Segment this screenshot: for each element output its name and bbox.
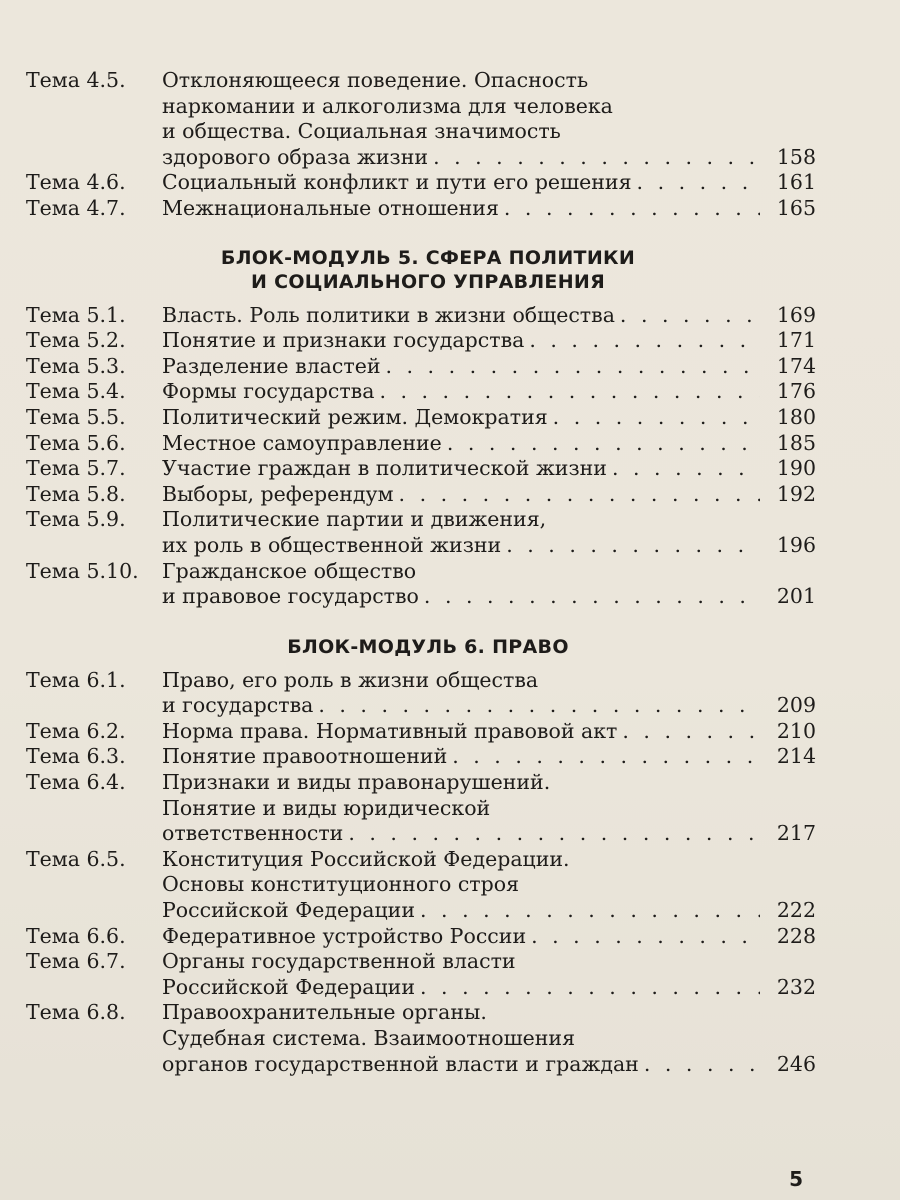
dot-leader xyxy=(639,1052,760,1078)
dot-leader xyxy=(428,145,760,171)
toc-entry xyxy=(26,770,816,847)
topic-number: Тема 4.7. xyxy=(26,195,126,220)
topic-page-number: 185 xyxy=(776,430,816,455)
topic-page-number: 158 xyxy=(776,144,816,169)
toc-entry xyxy=(26,949,816,1000)
toc-entry xyxy=(26,456,816,482)
topic-page-number: 228 xyxy=(776,923,816,948)
topic-page-number: 196 xyxy=(776,532,816,557)
toc-entry xyxy=(26,559,816,610)
dot-leader xyxy=(617,719,760,745)
topic-page-number: 217 xyxy=(776,821,816,846)
topic-page-number: 190 xyxy=(776,456,816,481)
topic-page-number: 214 xyxy=(776,744,816,769)
topic-title-last-line xyxy=(162,303,816,329)
topic-title-last-line xyxy=(162,170,816,196)
topic-title-line: органов государственной власти и граждан xyxy=(162,1051,639,1076)
topic-title-last-line xyxy=(162,328,816,354)
block-title-line: БЛОК-МОДУЛЬ 5. СФЕРА ПОЛИТИКИ xyxy=(220,246,636,269)
dot-leader xyxy=(632,170,760,196)
topic-title-last-line xyxy=(162,584,816,610)
topic-title-line: и государства xyxy=(162,693,314,718)
topic-title xyxy=(162,507,816,558)
topic-title-line: Российской Федерации xyxy=(162,974,415,999)
topic-title xyxy=(162,68,816,170)
topic-title xyxy=(162,405,816,431)
topic-page-number: 176 xyxy=(776,379,816,404)
topic-title-last-line xyxy=(162,405,816,431)
topic-page-number: 210 xyxy=(776,718,816,743)
toc-entry xyxy=(26,719,816,745)
topic-number: Тема 5.8. xyxy=(26,481,126,506)
toc-entry xyxy=(26,379,816,405)
topic-title-line: Политический режим. Демократия xyxy=(162,404,548,429)
topic-number: Тема 6.8. xyxy=(26,1000,126,1025)
topic-title xyxy=(162,1000,816,1077)
toc-entry xyxy=(26,170,816,196)
topic-title-line: Гражданское общество xyxy=(162,558,417,583)
dot-leader xyxy=(499,196,760,222)
topic-number: Тема 4.5. xyxy=(26,68,126,92)
dot-leader xyxy=(615,303,760,329)
dot-leader xyxy=(343,821,760,847)
topic-title xyxy=(162,559,816,610)
topic-number: Тема 6.5. xyxy=(26,846,126,871)
topic-title-line: Российской Федерации xyxy=(162,898,415,923)
topic-title-last-line xyxy=(162,975,816,1001)
topic-page-number: 169 xyxy=(776,302,816,327)
topic-title xyxy=(162,949,816,1000)
topic-number: Тема 5.5. xyxy=(26,404,126,429)
toc-entry xyxy=(26,68,816,170)
topic-page-number: 209 xyxy=(776,693,816,718)
dot-leader xyxy=(548,405,760,431)
topic-number: Тема 6.4. xyxy=(26,770,126,795)
toc-entry xyxy=(26,354,816,380)
block-title-line: БЛОК-МОДУЛЬ 6. ПРАВО xyxy=(287,635,569,658)
dot-leader xyxy=(447,744,760,770)
topic-number: Тема 5.1. xyxy=(26,302,126,327)
topic-title-line: Политические партии и движения, xyxy=(162,507,547,532)
topic-title-last-line xyxy=(162,1052,816,1078)
toc-entry xyxy=(26,668,816,719)
topic-title xyxy=(162,303,816,329)
toc-entry xyxy=(26,196,816,222)
topic-title-line: Федеративное устройство России xyxy=(162,923,527,948)
topic-title xyxy=(162,924,816,950)
dot-leader xyxy=(313,693,760,719)
block-module-title xyxy=(26,246,816,294)
topic-title-line: Органы государственной власти xyxy=(162,949,516,974)
dot-leader xyxy=(524,328,760,354)
toc-entry xyxy=(26,303,816,329)
topic-title-last-line xyxy=(162,924,816,950)
toc-entry xyxy=(26,924,816,950)
topic-page-number: 246 xyxy=(776,1051,816,1076)
topic-title-last-line xyxy=(162,379,816,405)
topic-number: Тема 5.7. xyxy=(26,456,126,481)
topic-title-line: Местное самоуправление xyxy=(162,430,442,455)
topic-title-line: их роль в общественной жизни xyxy=(162,532,502,557)
topic-title xyxy=(162,847,816,924)
topic-title-line: и правовое государство xyxy=(162,584,419,609)
topic-page-number: 232 xyxy=(776,974,816,999)
topic-title xyxy=(162,328,816,354)
dot-leader xyxy=(380,354,760,380)
topic-title xyxy=(162,170,816,196)
block-module-title xyxy=(26,635,816,659)
topic-title-line: Отклоняющееся поведение. Опасность xyxy=(162,68,589,92)
dot-leader xyxy=(501,533,760,559)
topic-title-line: Конституция Российской Федерации. xyxy=(162,846,570,871)
topic-title-last-line xyxy=(162,719,816,745)
topic-title-line: наркомании и алкоголизма для человека xyxy=(162,93,613,118)
topic-title-line: Выборы, референдум xyxy=(162,481,394,506)
topic-title-last-line xyxy=(162,456,816,482)
topic-number: Тема 6.1. xyxy=(26,667,126,692)
topic-title-line: Основы конституционного строя xyxy=(162,872,520,897)
topic-number: Тема 5.4. xyxy=(26,379,126,404)
topic-title-line: Понятие правоотношений xyxy=(162,744,448,769)
toc-entry xyxy=(26,744,816,770)
topic-title-last-line xyxy=(162,145,816,171)
block-title-line: И СОЦИАЛЬНОГО УПРАВЛЕНИЯ xyxy=(250,270,606,293)
table-of-contents xyxy=(26,68,816,1077)
topic-title xyxy=(162,379,816,405)
toc-entry xyxy=(26,1000,816,1077)
toc-entry xyxy=(26,507,816,558)
topic-title-last-line xyxy=(162,482,816,508)
topic-title xyxy=(162,668,816,719)
dot-leader xyxy=(415,975,760,1001)
topic-title xyxy=(162,354,816,380)
toc-entry xyxy=(26,431,816,457)
topic-title-line: Право, его роль в жизни общества xyxy=(162,667,539,692)
topic-title-line: Участие граждан в политической жизни xyxy=(162,456,607,481)
topic-page-number: 180 xyxy=(776,404,816,429)
topic-title-line: Разделение властей xyxy=(162,353,381,378)
topic-number: Тема 5.9. xyxy=(26,507,126,532)
topic-page-number: 161 xyxy=(776,170,816,195)
topic-title-last-line xyxy=(162,533,816,559)
topic-title-line: Норма права. Нормативный правовой акт xyxy=(162,718,618,743)
topic-number: Тема 5.3. xyxy=(26,353,126,378)
topic-number: Тема 5.10. xyxy=(26,558,139,583)
topic-title-last-line xyxy=(162,898,816,924)
topic-number: Тема 5.6. xyxy=(26,430,126,455)
topic-title-line: Формы государства xyxy=(162,379,375,404)
dot-leader xyxy=(415,898,760,924)
dot-leader xyxy=(442,431,760,457)
topic-page-number: 174 xyxy=(776,353,816,378)
dot-leader xyxy=(419,584,760,610)
topic-number: Тема 4.6. xyxy=(26,170,126,195)
topic-title-line: Понятие и признаки государства xyxy=(162,328,525,353)
toc-entry xyxy=(26,405,816,431)
topic-title-last-line xyxy=(162,196,816,222)
topic-title-last-line xyxy=(162,693,816,719)
topic-title-last-line xyxy=(162,744,816,770)
topic-title-line: Понятие и виды юридической xyxy=(162,795,491,820)
toc-entry xyxy=(26,482,816,508)
page-number: 5 xyxy=(789,1167,803,1191)
topic-title-line: Межнациональные отношения xyxy=(162,195,499,220)
dot-leader xyxy=(394,482,760,508)
topic-title-line: Социальный конфликт и пути его решения xyxy=(162,170,632,195)
topic-title-last-line xyxy=(162,431,816,457)
topic-title-last-line xyxy=(162,821,816,847)
topic-number: Тема 6.7. xyxy=(26,949,126,974)
topic-title-last-line xyxy=(162,354,816,380)
topic-title xyxy=(162,719,816,745)
topic-title-line: Судебная система. Взаимоотношения xyxy=(162,1026,576,1050)
dot-leader xyxy=(607,456,760,482)
topic-title-line: Признаки и виды правонарушений. xyxy=(162,770,551,795)
toc-entry xyxy=(26,328,816,354)
topic-page-number: 192 xyxy=(776,481,816,506)
topic-title-line: Власть. Роль политики в жизни общества xyxy=(162,302,615,327)
topic-page-number: 171 xyxy=(776,328,816,353)
topic-title xyxy=(162,744,816,770)
topic-title-line: Правоохранительные органы. xyxy=(162,1000,487,1025)
toc-entry xyxy=(26,847,816,924)
topic-title xyxy=(162,431,816,457)
topic-title xyxy=(162,196,816,222)
topic-number: Тема 6.2. xyxy=(26,718,126,743)
topic-title xyxy=(162,770,816,847)
topic-title-line: и общества. Социальная значимость xyxy=(162,119,561,144)
topic-title xyxy=(162,456,816,482)
topic-number: Тема 5.2. xyxy=(26,328,126,353)
topic-title-line: ответственности xyxy=(162,821,344,846)
topic-title-line: здорового образа жизни xyxy=(162,144,429,169)
topic-title xyxy=(162,482,816,508)
topic-page-number: 165 xyxy=(776,195,816,220)
topic-page-number: 222 xyxy=(776,898,816,923)
topic-page-number: 201 xyxy=(776,584,816,609)
dot-leader xyxy=(526,924,760,950)
dot-leader xyxy=(374,379,760,405)
topic-number: Тема 6.3. xyxy=(26,744,126,769)
topic-number: Тема 6.6. xyxy=(26,923,126,948)
